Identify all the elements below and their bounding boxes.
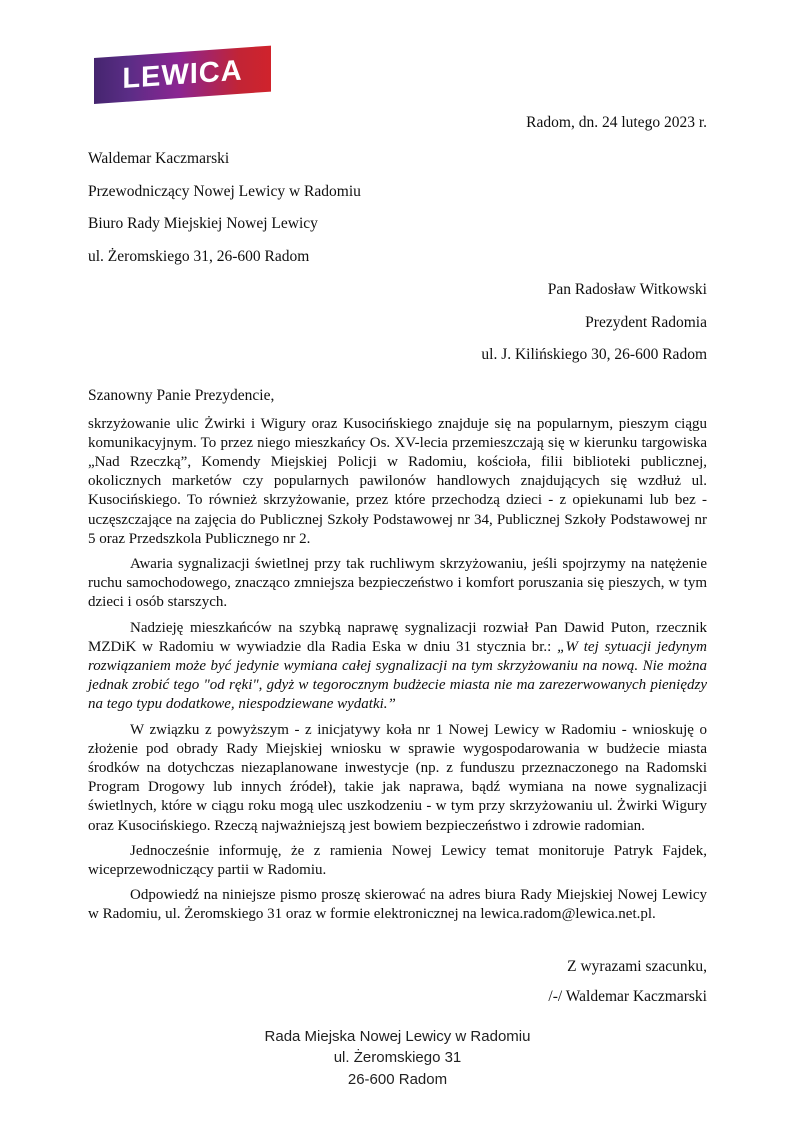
closing-salute: Z wyrazami szacunku, <box>567 957 707 975</box>
date-line: Radom, dn. 24 lutego 2023 r. <box>526 114 707 131</box>
sender-office: Biuro Rady Miejskiej Nowej Lewicy <box>88 215 318 232</box>
body-paragraph-3-intro: Nadzieję mieszkańców na szybką naprawę sygnalizacji rozwiał Pan Dawid Puton, rzecznik MZDiK w Radomiu w wywiadzie dla Radia Eska w dniu 31 stycznia br.: <box>88 619 707 655</box>
recipient-address: ul. J. Kilińskiego 30, 26-600 Radom <box>481 346 707 363</box>
sender-block <box>88 149 707 267</box>
sender-address: ul. Żeromskiego 31, 26-600 Radom <box>88 247 310 265</box>
closing-signature: /-/ Waldemar Kaczmarski <box>548 987 707 1005</box>
body-paragraph-3 <box>88 619 707 715</box>
recipient-title: Prezydent Radomia <box>585 313 707 331</box>
salutation: Szanowny Panie Prezydencie, <box>88 386 275 404</box>
recipient-block <box>88 280 707 366</box>
sender-name: Waldemar Kaczmarski <box>88 150 230 167</box>
body-paragraph-1: skrzyżowanie ulic Żwirki i Wigury oraz Kusocińskiego znajduje się na popularnym, pieszym ciągu komunikacyjnym. To przez niego mieszkańcy Os. XV-lecia przemieszczają się w kierunku targowiska „Nad Rzeczką”, Komendy Miejskiej Policji w Radomiu, kościoła, filii biblioteki publicznej, okolicznych marketów czy popularnych pawilonów handlowych znajdujących się wzdłuż ul. Kusocińskiego. To również skrzyżowanie, przez które przechodzą dzieci - z opiekunami lub bez - uczęszczające na zajęcia do Publicznej Szkoły Podstawowej nr 34, Publicznej Szkoły Podstawowej nr 5 oraz Przedszkola Publicznego nr 2. <box>88 415 707 547</box>
sender-title: Przewodniczący Nowej Lewicy w Radomiu <box>88 182 361 200</box>
footer-org: Rada Miejska Nowej Lewicy w Radomiu <box>264 1027 531 1045</box>
body-paragraph-4: W związku z powyższym - z inicjatywy koła nr 1 Nowej Lewicy w Radomiu - wnioskuję o złożenie pod obrady Rady Miejskiej wniosku w sprawie wygospodarowania w budżecie miasta środków na dotychczas niezaplanowane inwestycje (np. z funduszu przeznaczonego na Radomski Program Drogowy lub innych źródeł), takie jak naprawa, bądź wymiana na nowe sygnalizacji świetlnych, które w ciągu roku mogą ulec uszkodzeniu - w tym przy skrzyżowaniu ul. Żwirki Wigury oraz Kusocińskiego. Rzeczą najważniejszą jest bowiem bezpieczeństwo i zdrowie radomian. <box>88 721 707 834</box>
letter-content <box>88 0 707 1091</box>
footer-street: ul. Żeromskiego 31 <box>333 1049 462 1067</box>
body-paragraph-5: Jednocześnie informuję, że z ramienia Nowej Lewicy temat monitoruje Patryk Fajdek, wiceprzewodniczący partii w Radomiu. <box>88 842 707 878</box>
closing-block <box>88 957 707 1007</box>
body-paragraph-3-quote: „W tej sytuacji jedynym rozwiązaniem może być jedynie wymiana całej sygnalizacji na tym skrzyżowaniu na nową. Nie można jednak zrobić tego "od ręki", gdyż w tegorocznym budżecie miasta nie ma zarezerwowanych pieniędzy na tego typu dodatkowe, niespodziewane wydatki.” <box>88 638 707 713</box>
footer-block <box>88 1026 707 1091</box>
footer-city: 26-600 Radom <box>347 1071 448 1089</box>
body-paragraph-6: Odpowiedź na niniejsze pismo proszę skierować na adres biura Rady Miejskiej Nowej Lewicy w Radomiu, ul. Żeromskiego 31 oraz w formie elektronicznej na lewica.radom@lewica.net.pl. <box>88 887 707 923</box>
lewica-logo-text: LEWICA <box>122 54 243 95</box>
body-paragraph-2: Awaria sygnalizacji świetlnej przy tak ruchliwym skrzyżowaniu, jeśli spojrzymy na natężenie ruchu samochodowego, znacząco zmniejsza bezpieczeństwo i komfort poruszania się pieszych, w tym dzieci i osób starszych. <box>88 555 707 611</box>
recipient-name: Pan Radosław Witkowski <box>547 281 707 298</box>
